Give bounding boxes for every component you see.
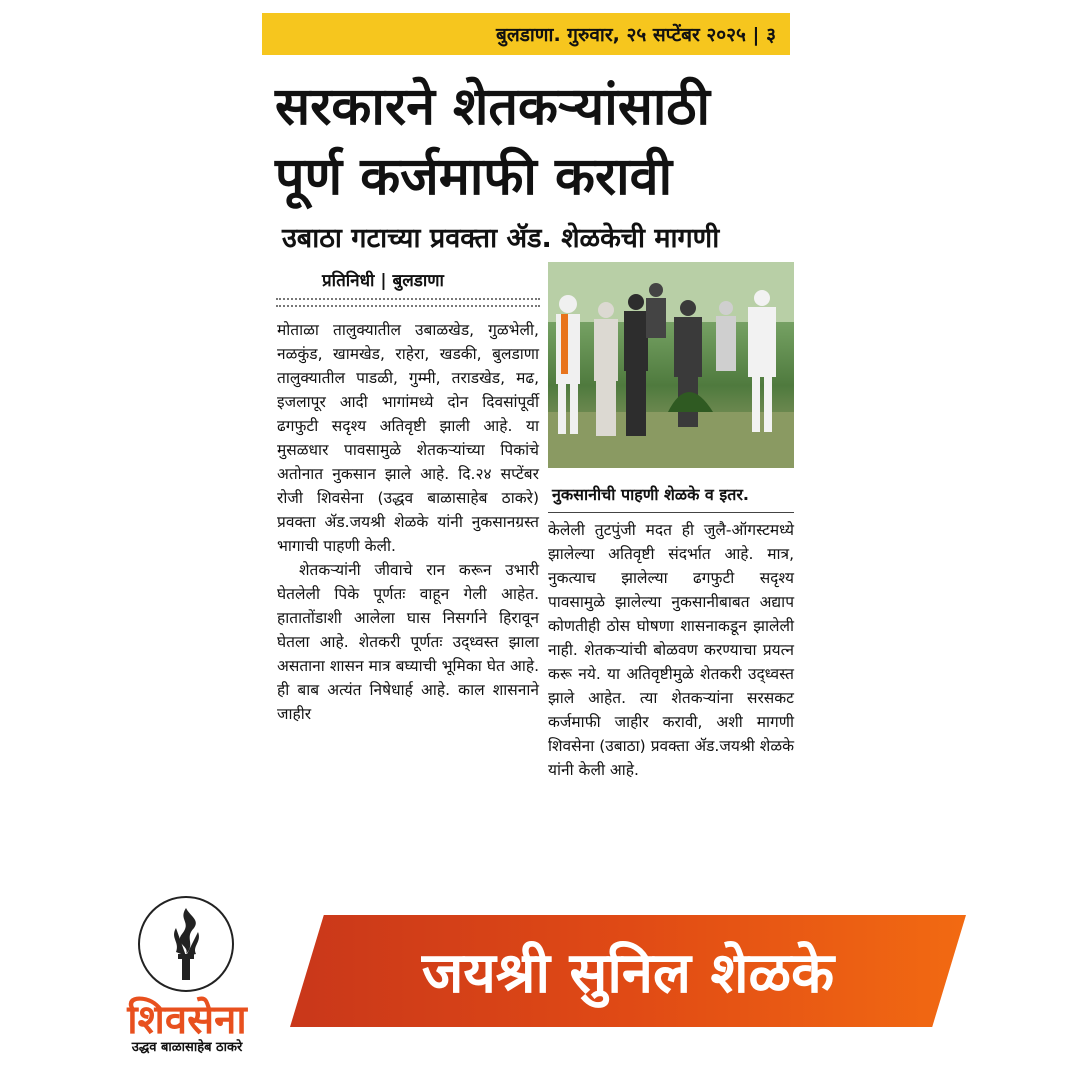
banner-name: जयश्री सुनिल शेळके bbox=[421, 941, 835, 1006]
party-logo bbox=[138, 896, 234, 992]
divider bbox=[276, 298, 540, 300]
photo-caption: नुकसानीची पाहणी शेळके व इतर. bbox=[552, 485, 749, 504]
divider bbox=[276, 305, 540, 307]
headline-line-2: पूर्ण कर्जमाफी करावी bbox=[275, 147, 673, 207]
article-paragraph: शेतकऱ्यांनी जीवाचे रान करून उभारी घेतलेली पिके पूर्णतः वाहून गेली आहेत. हातातोंडाशी आलेला घास निसर्गाने हिरावून घेतला आहे. शेतकरी पूर्णतः उद्ध्वस्त झाला असताना शासन मात्र बघ्याची भूमिका घेत आहे. ही बाब अत्यंत निषेधार्ह आहे. काल शासनाने जाहीर bbox=[277, 561, 539, 723]
article-paragraph: केलेली तुटपुंजी मदत ही जुलै-ऑगस्टमध्ये झालेल्या अतिवृष्टी संदर्भात आहे. मात्र, नुकत्याच झालेल्या ढगफुटी सदृश्य पावसामुळे झालेल्या नुकसानीबाबत अद्याप कोणतीही ठोस घोषणा शासनाकडून झालेली नाही. शेतकऱ्यांची बोळवण करण्याचा प्रयत्न करू नये. या अतिवृष्टीमुळे शेतकरी उद्ध्वस्त झाले आहेत. त्या शेतकऱ्यांना सरसकट कर्जमाफी जाहीर करावी, अशी मागणी शिवसेना (उबाठा) प्रवक्ता ॲड.जयश्री शेळके यांनी केली आहे. bbox=[548, 521, 794, 779]
divider bbox=[548, 512, 794, 513]
dateline-band bbox=[262, 13, 790, 55]
article-paragraph: मोताळा तालुक्यातील उबाळखेड, गुळभेली, नळकुंड, खामखेड, राहेरा, खडकी, बुलडाणा तालुक्यातील पाडळी, गुम्मी, तराडखेड, मढ, इजलापूर आदी भागांमध्ये दोन दिवसांपूर्वी ढगफुटी सदृश्य अतिवृष्टी झाली आहे. या मुसळधार पावसामुळे शेतकऱ्यांच्या पिकांचे अतोनात नुकसान झाले आहे. दि.२४ सप्टेंबर रोजी शिवसेना (उद्धव बाळासाहेब ठाकरे) प्रवक्ता ॲड.जयश्री शेळके यांनी नुकसानग्रस्त भागाची पाहणी केली. bbox=[277, 321, 539, 555]
subheadline: उबाठा गटाच्या प्रवक्ता ॲड. शेळकेची मागणी bbox=[282, 223, 720, 254]
article-column-left bbox=[277, 318, 539, 726]
dateline: बुलडाणा. गुरुवार, २५ सप्टेंबर २०२५ | ३ bbox=[495, 24, 776, 46]
byline: प्रतिनिधी | बुलडाणा bbox=[322, 271, 444, 291]
torch-icon bbox=[140, 898, 232, 990]
people-in-field-icon bbox=[548, 262, 794, 468]
news-photo bbox=[548, 262, 794, 468]
headline-line-1: सरकारने शेतकऱ्यांसाठी bbox=[275, 77, 710, 137]
article-column-right bbox=[548, 518, 794, 782]
party-wordmark: शिवसेना bbox=[127, 997, 247, 1043]
party-subtitle: उद्धव बाळासाहेब ठाकरे bbox=[131, 1040, 243, 1055]
